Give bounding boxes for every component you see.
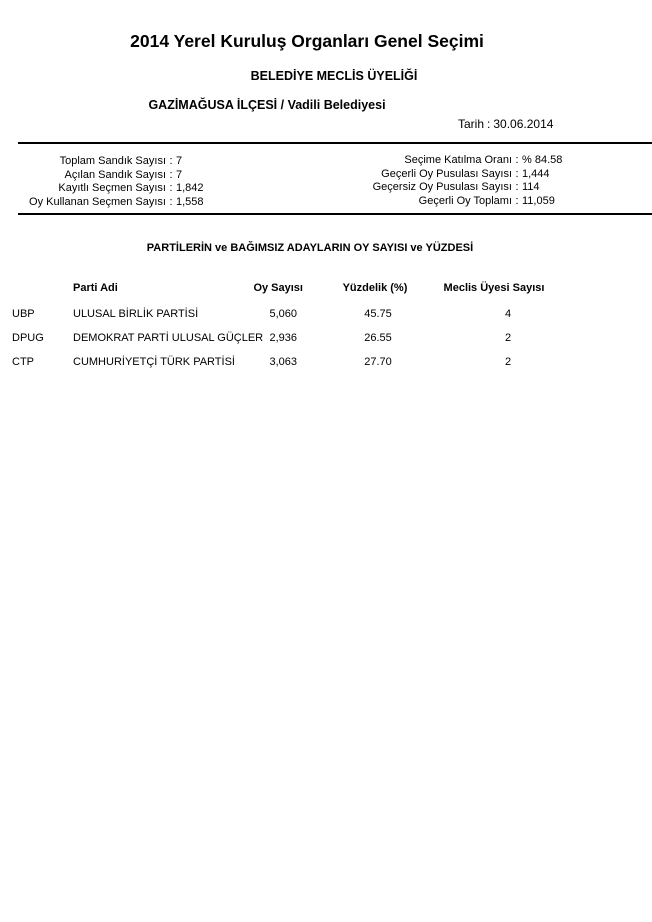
colon-separator: : [515,181,519,194]
party-percent: 26.55 [364,332,392,344]
stat-value-registered-voters: 1,842 [176,182,204,195]
election-type-title: BELEDİYE MECLİS ÜYELİĞİ [250,69,418,83]
stat-label-valid-votes-total: Geçerli Oy Toplamı [418,195,512,208]
header-percent: Yüzdelik (%) [342,282,408,294]
colon-separator: : [515,195,519,208]
colon-separator: : [169,182,173,195]
stat-label-valid-ballots: Geçerli Oy Pusulası Sayısı [381,167,512,180]
party-percent: 45.75 [364,308,392,320]
colon-separator: : [515,167,519,180]
header-seats: Meclis Üyesi Sayısı [443,282,545,294]
stat-label-registered-voters: Kayıtlı Seçmen Sayısı [58,182,166,195]
header-party-name: Parti Adi [73,282,118,294]
party-votes: 3,063 [269,356,297,368]
header-votes: Oy Sayısı [253,282,303,294]
colon-separator: : [169,196,173,209]
party-votes: 2,936 [269,332,297,344]
date-label: Tarih [458,117,485,131]
section-title: PARTİLERİN ve BAĞIMSIZ ADAYLARIN OY SAYISI ve YÜZDESİ [146,242,474,254]
stat-value-voters-voted: 1,558 [176,196,204,209]
party-seats: 4 [504,308,512,320]
stat-value-valid-ballots: 1,444 [522,167,550,180]
divider-top [18,142,652,144]
divider-bottom [18,213,652,215]
table-row [0,356,652,370]
stat-value-invalid-ballots: 114 [522,181,540,194]
party-seats: 2 [504,332,512,344]
stat-label-opened-boxes: Açılan Sandık Sayısı [64,168,166,181]
report-date [458,117,553,131]
stat-label-voters-voted: Oy Kullanan Seçmen Sayısı [29,196,166,209]
stat-label-turnout: Seçime Katılma Oranı [404,154,512,166]
colon-separator: : [515,154,519,166]
colon-separator: : [487,117,491,131]
page-title: 2014 Yerel Kuruluş Organları Genel Seçimi [130,31,484,51]
stats-left-block [0,155,204,210]
stat-value-valid-votes-total: 11,059 [522,195,555,208]
stat-label-total-boxes: Toplam Sandık Sayısı [59,155,166,167]
table-row [0,332,652,346]
stat-label-invalid-ballots: Geçersiz Oy Pusulası Sayısı [372,181,512,194]
party-abbreviation: UBP [12,308,35,320]
colon-separator: : [169,168,173,181]
stat-value-opened-boxes: 7 [176,168,183,181]
party-name: DEMOKRAT PARTİ ULUSAL GÜÇLER [73,332,264,344]
party-abbreviation: CTP [12,356,34,368]
party-name: CUMHURİYETÇİ TÜRK PARTİSİ [73,356,235,368]
municipality-title: GAZİMAĞUSA İLÇESİ / Vadili Belediyesi [148,98,386,112]
party-abbreviation: DPUG [12,332,44,344]
party-name: ULUSAL BİRLİK PARTİSİ [73,308,199,320]
party-seats: 2 [504,356,512,368]
stat-value-total-boxes: 7 [176,155,183,167]
stats-right-block [330,154,562,209]
stat-value-turnout: % 84.58 [522,154,563,166]
party-votes: 5,060 [269,308,297,320]
party-percent: 27.70 [364,356,392,368]
colon-separator: : [169,155,173,167]
table-header-row [0,282,652,296]
date-value: 30.06.2014 [493,117,554,131]
table-row [0,308,652,322]
